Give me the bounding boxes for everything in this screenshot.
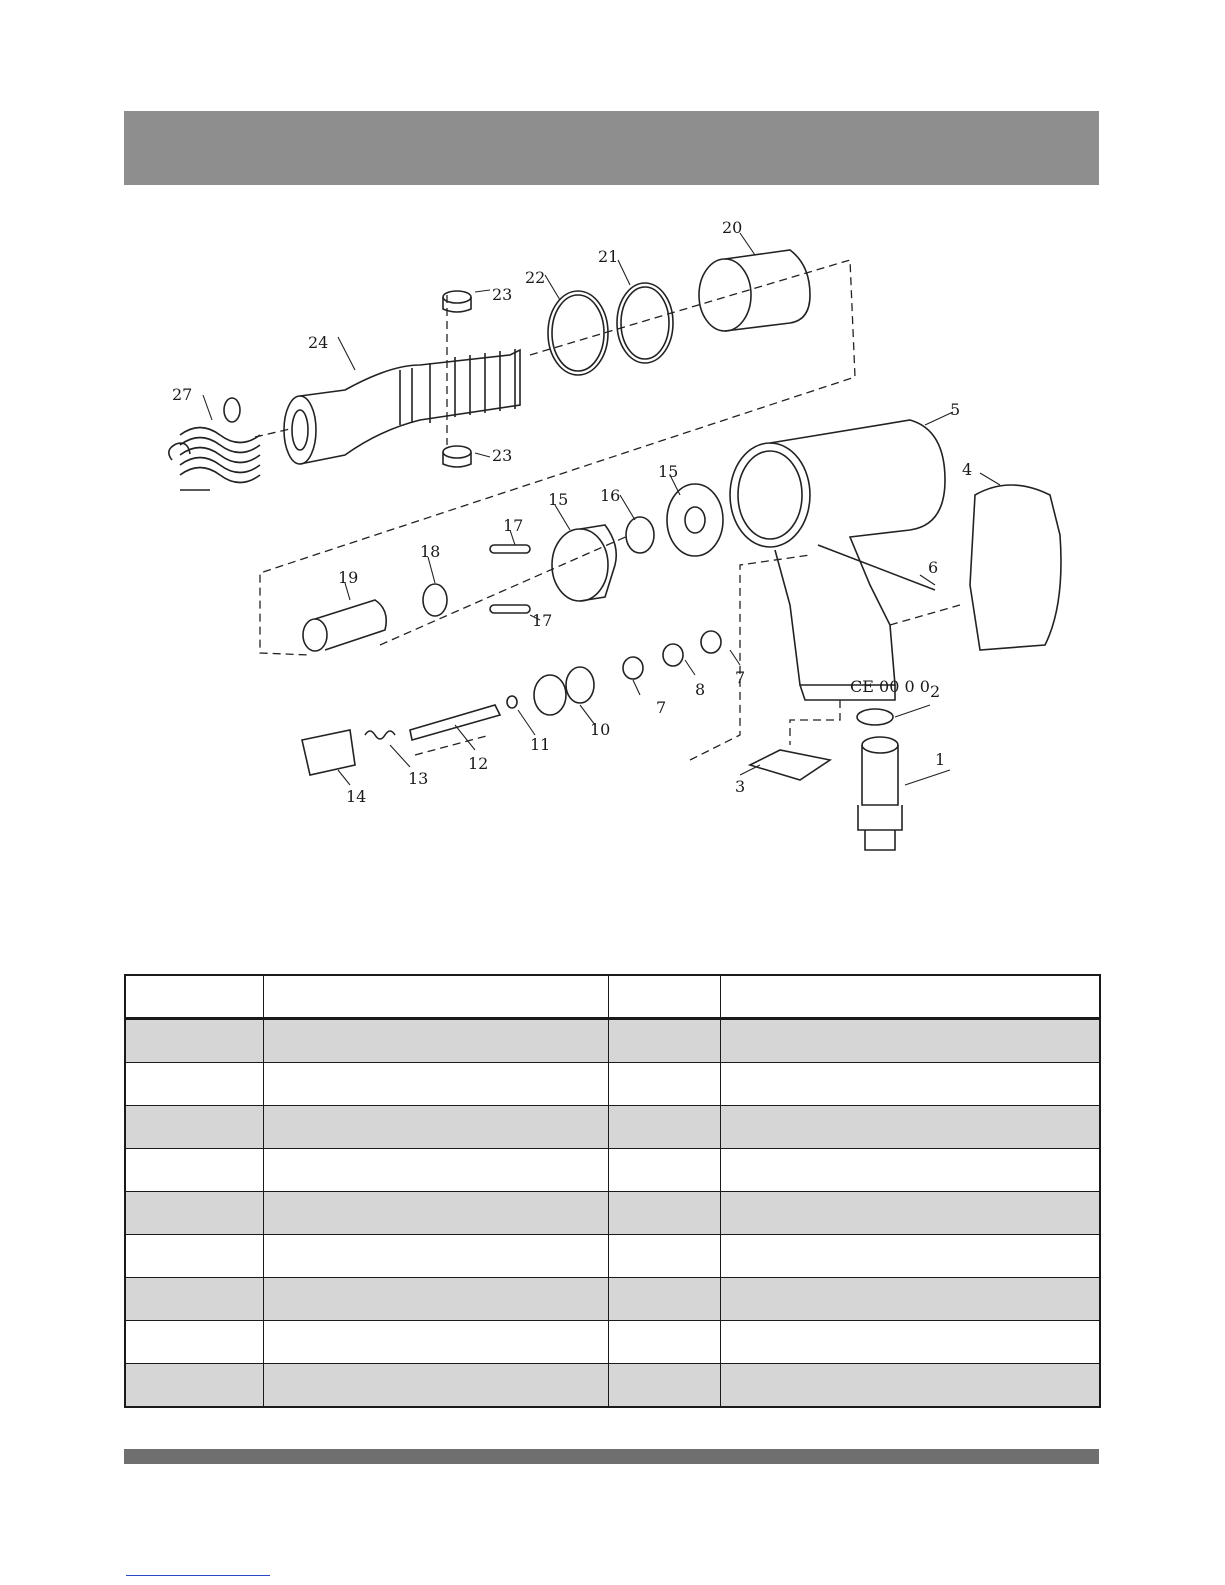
table-cell	[720, 1106, 1100, 1149]
label-24: 24	[308, 333, 329, 352]
table-cell	[263, 1192, 608, 1235]
table-cell	[608, 1149, 720, 1192]
part-13-spring	[365, 731, 395, 739]
table-cell	[720, 1019, 1100, 1063]
part-17-pin-top	[490, 545, 530, 553]
table-cell	[720, 1278, 1100, 1321]
label-23b: 23	[492, 446, 513, 465]
label-15b: 15	[658, 462, 679, 481]
table-header-row	[125, 975, 1100, 1019]
part-10-valve	[534, 675, 566, 715]
table-cell	[263, 1235, 608, 1278]
parts-list-table	[124, 974, 1101, 1408]
part-4-grip	[970, 485, 1061, 650]
table-cell	[125, 1235, 263, 1278]
label-22: 22	[525, 268, 546, 287]
table-cell	[125, 1106, 263, 1149]
label-6: 6	[928, 558, 939, 577]
table-row	[125, 1149, 1100, 1192]
label-18: 18	[420, 542, 441, 561]
table-cell	[608, 1106, 720, 1149]
housing-stamp: CE 00 0 0	[850, 677, 930, 696]
label-21: 21	[598, 247, 619, 266]
table-cell	[608, 1063, 720, 1106]
header-cell	[608, 975, 720, 1019]
table-cell	[125, 1321, 263, 1364]
table-cell	[125, 1364, 263, 1408]
table-cell	[263, 1019, 608, 1063]
table-cell	[263, 1278, 608, 1321]
label-7a: 7	[735, 668, 746, 687]
label-12: 12	[468, 754, 489, 773]
label-11: 11	[530, 735, 551, 754]
table-cell	[125, 1192, 263, 1235]
table-cell	[608, 1235, 720, 1278]
table-cell	[263, 1321, 608, 1364]
table-row	[125, 1106, 1100, 1149]
label-14: 14	[346, 787, 367, 806]
exploded-parts-diagram	[150, 205, 1090, 865]
part-7-ring-a	[623, 657, 643, 679]
table-cell	[125, 1019, 263, 1063]
label-2: 2	[930, 682, 941, 701]
label-7b: 7	[656, 698, 667, 717]
table-row	[125, 1278, 1100, 1321]
table-row	[125, 1235, 1100, 1278]
part-21-ring	[617, 283, 673, 363]
table-cell	[608, 1278, 720, 1321]
label-17a: 17	[503, 516, 524, 535]
table-cell	[263, 1149, 608, 1192]
part-23-pin-bottom	[443, 446, 471, 458]
part-7-ring-b	[701, 631, 721, 653]
table-row	[125, 1364, 1100, 1408]
label-17b: 17	[532, 611, 553, 630]
part-17-pin-bottom	[490, 605, 530, 613]
table-cell	[263, 1364, 608, 1408]
label-27: 27	[172, 385, 193, 404]
label-5: 5	[950, 400, 961, 419]
part-11-oring	[507, 696, 517, 708]
table-row	[125, 1192, 1100, 1235]
label-13: 13	[408, 769, 429, 788]
header-cell	[263, 975, 608, 1019]
part-8-ring	[663, 644, 683, 666]
label-23a: 23	[492, 285, 513, 304]
part-2-washer	[857, 709, 893, 725]
part-5-housing	[730, 420, 945, 700]
part-1-air-inlet	[858, 737, 902, 850]
footer-link-underline[interactable]	[126, 1575, 270, 1576]
label-1: 1	[935, 750, 946, 769]
table-cell	[608, 1019, 720, 1063]
label-19: 19	[338, 568, 359, 587]
label-20: 20	[722, 218, 743, 237]
part-20-sleeve	[699, 250, 810, 331]
table-cell	[125, 1063, 263, 1106]
part-24-barrel	[284, 349, 520, 464]
page-header-bar	[124, 111, 1099, 185]
table-cell	[608, 1321, 720, 1364]
table-cell	[608, 1364, 720, 1408]
part-3-cap	[750, 750, 830, 780]
table-row	[125, 1321, 1100, 1364]
page-footer-bar	[124, 1449, 1099, 1464]
part-15-cylinder-right	[667, 484, 723, 556]
table-cell	[720, 1192, 1100, 1235]
table-cell	[720, 1149, 1100, 1192]
table-cell	[720, 1235, 1100, 1278]
part-19-piston	[303, 600, 386, 651]
table-row	[125, 1063, 1100, 1106]
table-cell	[720, 1364, 1100, 1408]
part-27-spring	[169, 398, 260, 490]
label-16: 16	[600, 486, 621, 505]
label-8: 8	[695, 680, 706, 699]
part-14-trigger	[302, 730, 355, 775]
part-15-cylinder-left	[552, 525, 616, 601]
part-18-washer	[423, 584, 447, 616]
part-6-pin	[818, 545, 935, 590]
label-15a: 15	[548, 490, 569, 509]
label-3: 3	[735, 777, 746, 796]
part-22-ring	[548, 291, 608, 375]
label-4: 4	[962, 460, 973, 479]
table-cell	[608, 1192, 720, 1235]
label-10: 10	[590, 720, 611, 739]
header-cell	[125, 975, 263, 1019]
table-cell	[263, 1106, 608, 1149]
table-cell	[720, 1063, 1100, 1106]
table-cell	[125, 1278, 263, 1321]
header-cell	[720, 975, 1100, 1019]
table-row	[125, 1019, 1100, 1063]
table-cell	[263, 1063, 608, 1106]
table-cell	[125, 1149, 263, 1192]
part-12-stem	[410, 705, 500, 740]
part-16-disc	[626, 517, 654, 553]
table-cell	[720, 1321, 1100, 1364]
